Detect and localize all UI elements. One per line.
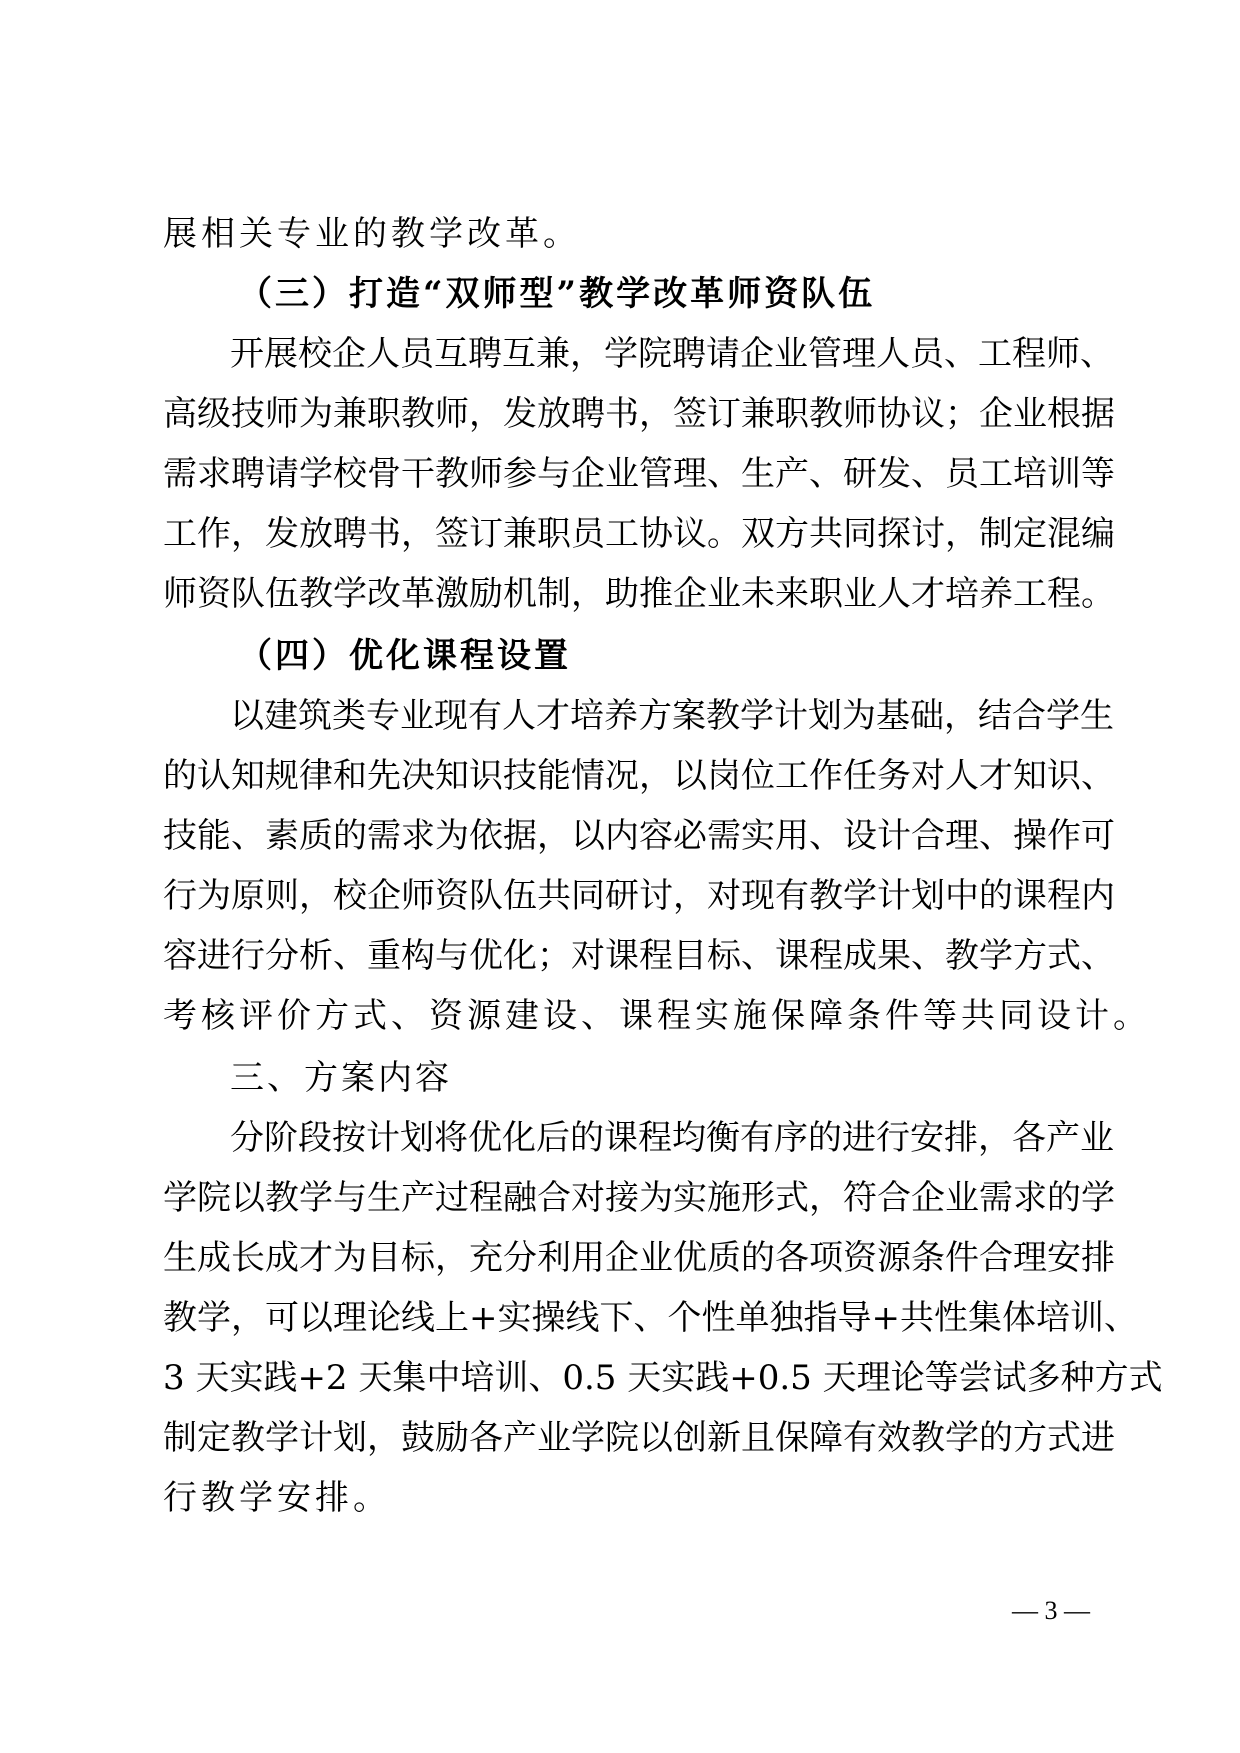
paragraph-line: 制定教学计划，鼓励各产业学院以创新且保障有效教学的方式进 <box>163 1418 1115 1458</box>
section-heading: （四）优化课程设置 <box>238 636 571 676</box>
paragraph-line: 技能、素质的需求为依据，以内容必需实用、设计合理、操作可 <box>163 816 1115 856</box>
paragraph-line: 容进行分析、重构与优化；对课程目标、课程成果、教学方式、 <box>163 936 1115 976</box>
paragraph-line: 需求聘请学校骨干教师参与企业管理、生产、研发、员工培训等 <box>163 454 1115 494</box>
paragraph-line: 教学，可以理论线上+实操线下、个性单独指导+共性集体培训、 <box>163 1298 1138 1338</box>
page-number: — 3 — <box>1012 1596 1090 1625</box>
paragraph-line: 学院以教学与生产过程融合对接为实施形式，符合企业需求的学 <box>163 1178 1115 1218</box>
paragraph-line: 行为原则，校企师资队伍共同研讨，对现有教学计划中的课程内 <box>163 876 1115 916</box>
paragraph-line: 工作，发放聘书，签订兼职员工协议。双方共同探讨，制定混编 <box>163 514 1115 554</box>
paragraph-line: 以建筑类专业现有人才培养方案教学计划为基础，结合学生 <box>230 696 1114 736</box>
paragraph-line: 考核评价方式、资源建设、课程实施保障条件等共同设计。 <box>163 996 1151 1036</box>
paragraph-line: 行教学安排。 <box>163 1478 391 1518</box>
section-heading: 三、方案内容 <box>230 1058 452 1098</box>
paragraph-line: 3 天实践+2 天集中培训、0.5 天实践+0.5 天理论等尝试多种方式 <box>163 1358 1163 1398</box>
paragraph-line: 开展校企人员互聘互兼，学院聘请企业管理人员、工程师、 <box>230 334 1114 374</box>
text-line: 展相关专业的教学改革。 <box>163 214 581 254</box>
paragraph-line: 师资队伍教学改革激励机制，助推企业未来职业人才培养工程。 <box>163 574 1115 614</box>
section-heading: （三）打造“双师型”教学改革师资队伍 <box>238 274 876 314</box>
paragraph-line: 分阶段按计划将优化后的课程均衡有序的进行安排，各产业 <box>230 1118 1114 1158</box>
paragraph-line: 生成长成才为目标，充分利用企业优质的各项资源条件合理安排 <box>163 1238 1115 1278</box>
paragraph-line: 的认知规律和先决知识技能情况，以岗位工作任务对人才知识、 <box>163 756 1115 796</box>
paragraph-line: 高级技师为兼职教师，发放聘书，签订兼职教师协议；企业根据 <box>163 394 1115 434</box>
